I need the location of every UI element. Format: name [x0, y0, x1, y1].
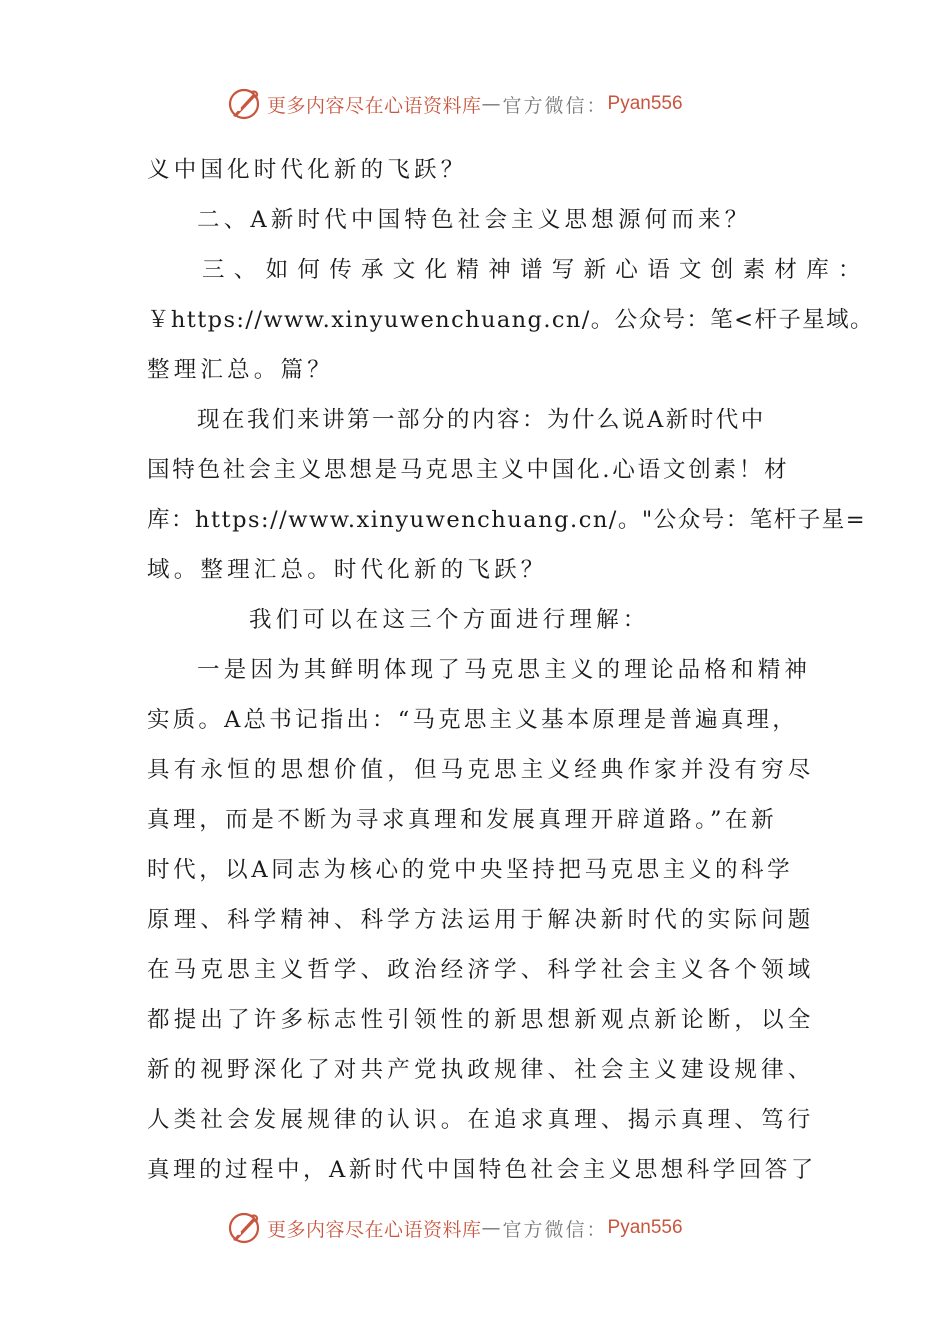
text-line-2: 二、A新时代中国特色社会主义思想源何而来？: [197, 207, 752, 233]
text-line-6: 现在我们来讲第一部分的内容：为什么说A新时代中: [197, 407, 766, 433]
official-wechat-label: 官方微信：: [502, 94, 608, 117]
text-line-10: 我们可以在这三个方面进行理解：: [249, 607, 650, 633]
text-line-13: 具有永恒的思想价值，但马克思主义经典作家并没有穷尽: [147, 757, 815, 783]
official-wechat-label: 官方微信：: [502, 1218, 608, 1241]
text-line-7: 国特色社会主义思想是马克思主义中国化.心语文创素！材: [147, 457, 790, 483]
brand-text: 更多内容尽在心语资料库: [267, 94, 482, 117]
text-line-3: 三、如何传承文化精神谱写新心语文创素材库：: [202, 257, 870, 283]
text-line-18: 都提出了许多标志性引领性的新思想新观点新论断，以全: [147, 1007, 815, 1033]
text-line-9: 域。整理汇总。时代化新的飞跃？: [147, 557, 548, 583]
brand-dash: —: [481, 93, 503, 115]
quill-pen-logo-icon: [227, 1211, 261, 1245]
brand-dash: —: [481, 1217, 503, 1239]
text-line-19: 新的视野深化了对共产党执政规律、社会主义建设规律、: [147, 1057, 815, 1083]
text-line-12: 实质。A总书记指出：“马克思主义基本原理是普遍真理，: [147, 707, 798, 733]
wechat-id: Pyan556: [607, 1217, 683, 1238]
text-line-1: 义中国化时代化新的飞跃？: [147, 157, 468, 183]
footer-banner: [227, 1208, 727, 1248]
text-line-14: 真理，而是不断为寻求真理和发展真理开辟道路。”在新: [147, 807, 778, 833]
text-line-20: 人类社会发展规律的认识。在追求真理、揭示真理、笃行: [147, 1107, 815, 1133]
brand-text: 更多内容尽在心语资料库: [267, 1218, 482, 1241]
wechat-id: Pyan556: [607, 93, 683, 114]
text-line-4: ￥https://www.xinyuwenchuang.cn/。公众号：笔<杆子星域。: [147, 307, 874, 333]
text-line-17: 在马克思主义哲学、政治经济学、科学社会主义各个领域: [147, 957, 815, 983]
text-line-15: 时代，以A同志为核心的党中央坚持把马克思主义的科学: [147, 857, 794, 883]
quill-pen-logo-icon: [227, 87, 261, 121]
text-line-5: 整理汇总。篇？: [147, 357, 334, 383]
header-banner: [227, 84, 727, 124]
text-line-11: 一是因为其鲜明体现了马克思主义的理论品格和精神: [197, 657, 812, 683]
text-line-21: 真理的过程中，A新时代中国特色社会主义思想科学回答了: [147, 1157, 817, 1183]
text-line-16: 原理、科学精神、科学方法运用于解决新时代的实际问题: [147, 907, 815, 933]
text-line-8: 库：https://www.xinyuwenchuang.cn/。"公众号：笔杆子星=: [147, 507, 867, 533]
